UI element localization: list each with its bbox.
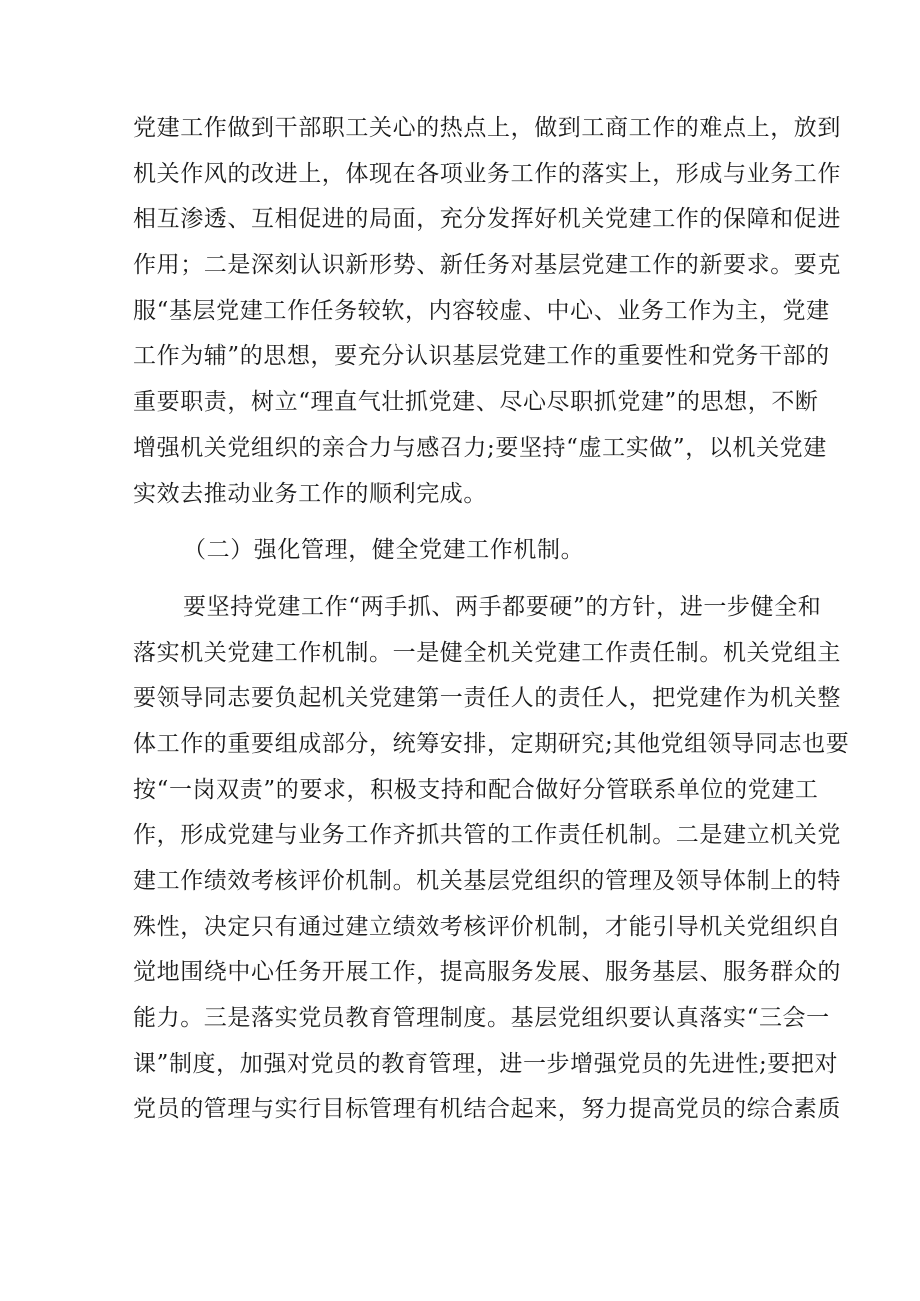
text-line: 建工作绩效考核评价机制。机关基层党组织的管理及领导体制上的特 <box>133 868 841 894</box>
text-line: 作用；二是深刻认识新形势、新任务对基层党建工作的新要求。要克 <box>133 252 841 279</box>
text-line: 要坚持党建工作“两手抓、两手都要硬”的方针，进一步健全和 <box>183 593 822 620</box>
body-text <box>133 106 850 1133</box>
text-line: 要领导同志要负起机关党建第一责任人的责任人，把党建作为机关整 <box>133 685 841 712</box>
text-line: 服“基层党建工作任务较软，内容较虚、中心、业务工作为主，党建 <box>133 297 830 324</box>
text-line: 重要职责，树立“理直气壮抓党建、尽心尽职抓党建”的思想，不断 <box>133 389 819 416</box>
text-line: 体工作的重要组成部分，统筹安排，定期研究;其他党组领导同志也要 <box>133 730 850 757</box>
text-line: 实效去推动业务工作的顺利完成。 <box>133 480 487 507</box>
text-line: 殊性，决定只有通过建立绩效考核评价机制，才能引导机关党组织自 <box>133 913 841 940</box>
text-line: 机关作风的改进上，体现在各项业务工作的落实上，形成与业务工作 <box>133 160 841 187</box>
text-line: 党建工作做到干部职工关心的热点上，做到工商工作的难点上，放到 <box>133 115 841 141</box>
text-line: 按“一岗双责”的要求，积极支持和配合做好分管联系单位的党建工 <box>133 776 819 803</box>
section-heading: （二）强化管理，健全党建工作机制。 <box>183 537 585 564</box>
text-line: 能力。三是落实党员教育管理制度。基层党组织要认真落实“三会一 <box>133 1005 830 1032</box>
text-line: 党员的管理与实行目标管理有机结合起来，努力提高党员的综合素质 <box>133 1096 841 1123</box>
text-line: 工作为辅”的思想，要充分认识基层党建工作的重要性和党务干部的 <box>133 343 830 370</box>
text-line: 觉地围绕中心任务开展工作，提高服务发展、服务基层、服务群众的 <box>133 959 841 986</box>
text-line: 课”制度，加强对党员的教育管理，进一步增强党员的先进性;要把对 <box>133 1050 839 1077</box>
text-line: 增强机关党组织的亲合力与感召力;要坚持“虚工实做”，以机关党建 <box>133 434 827 461</box>
text-line: 作，形成党建与业务工作齐抓共管的工作责任机制。二是建立机关党 <box>133 822 841 849</box>
text-line: 相互渗透、互相促进的局面，充分发挥好机关党建工作的保障和促进 <box>133 206 841 233</box>
text-line: 落实机关党建工作机制。一是健全机关党建工作责任制。机关党组主 <box>133 639 841 666</box>
